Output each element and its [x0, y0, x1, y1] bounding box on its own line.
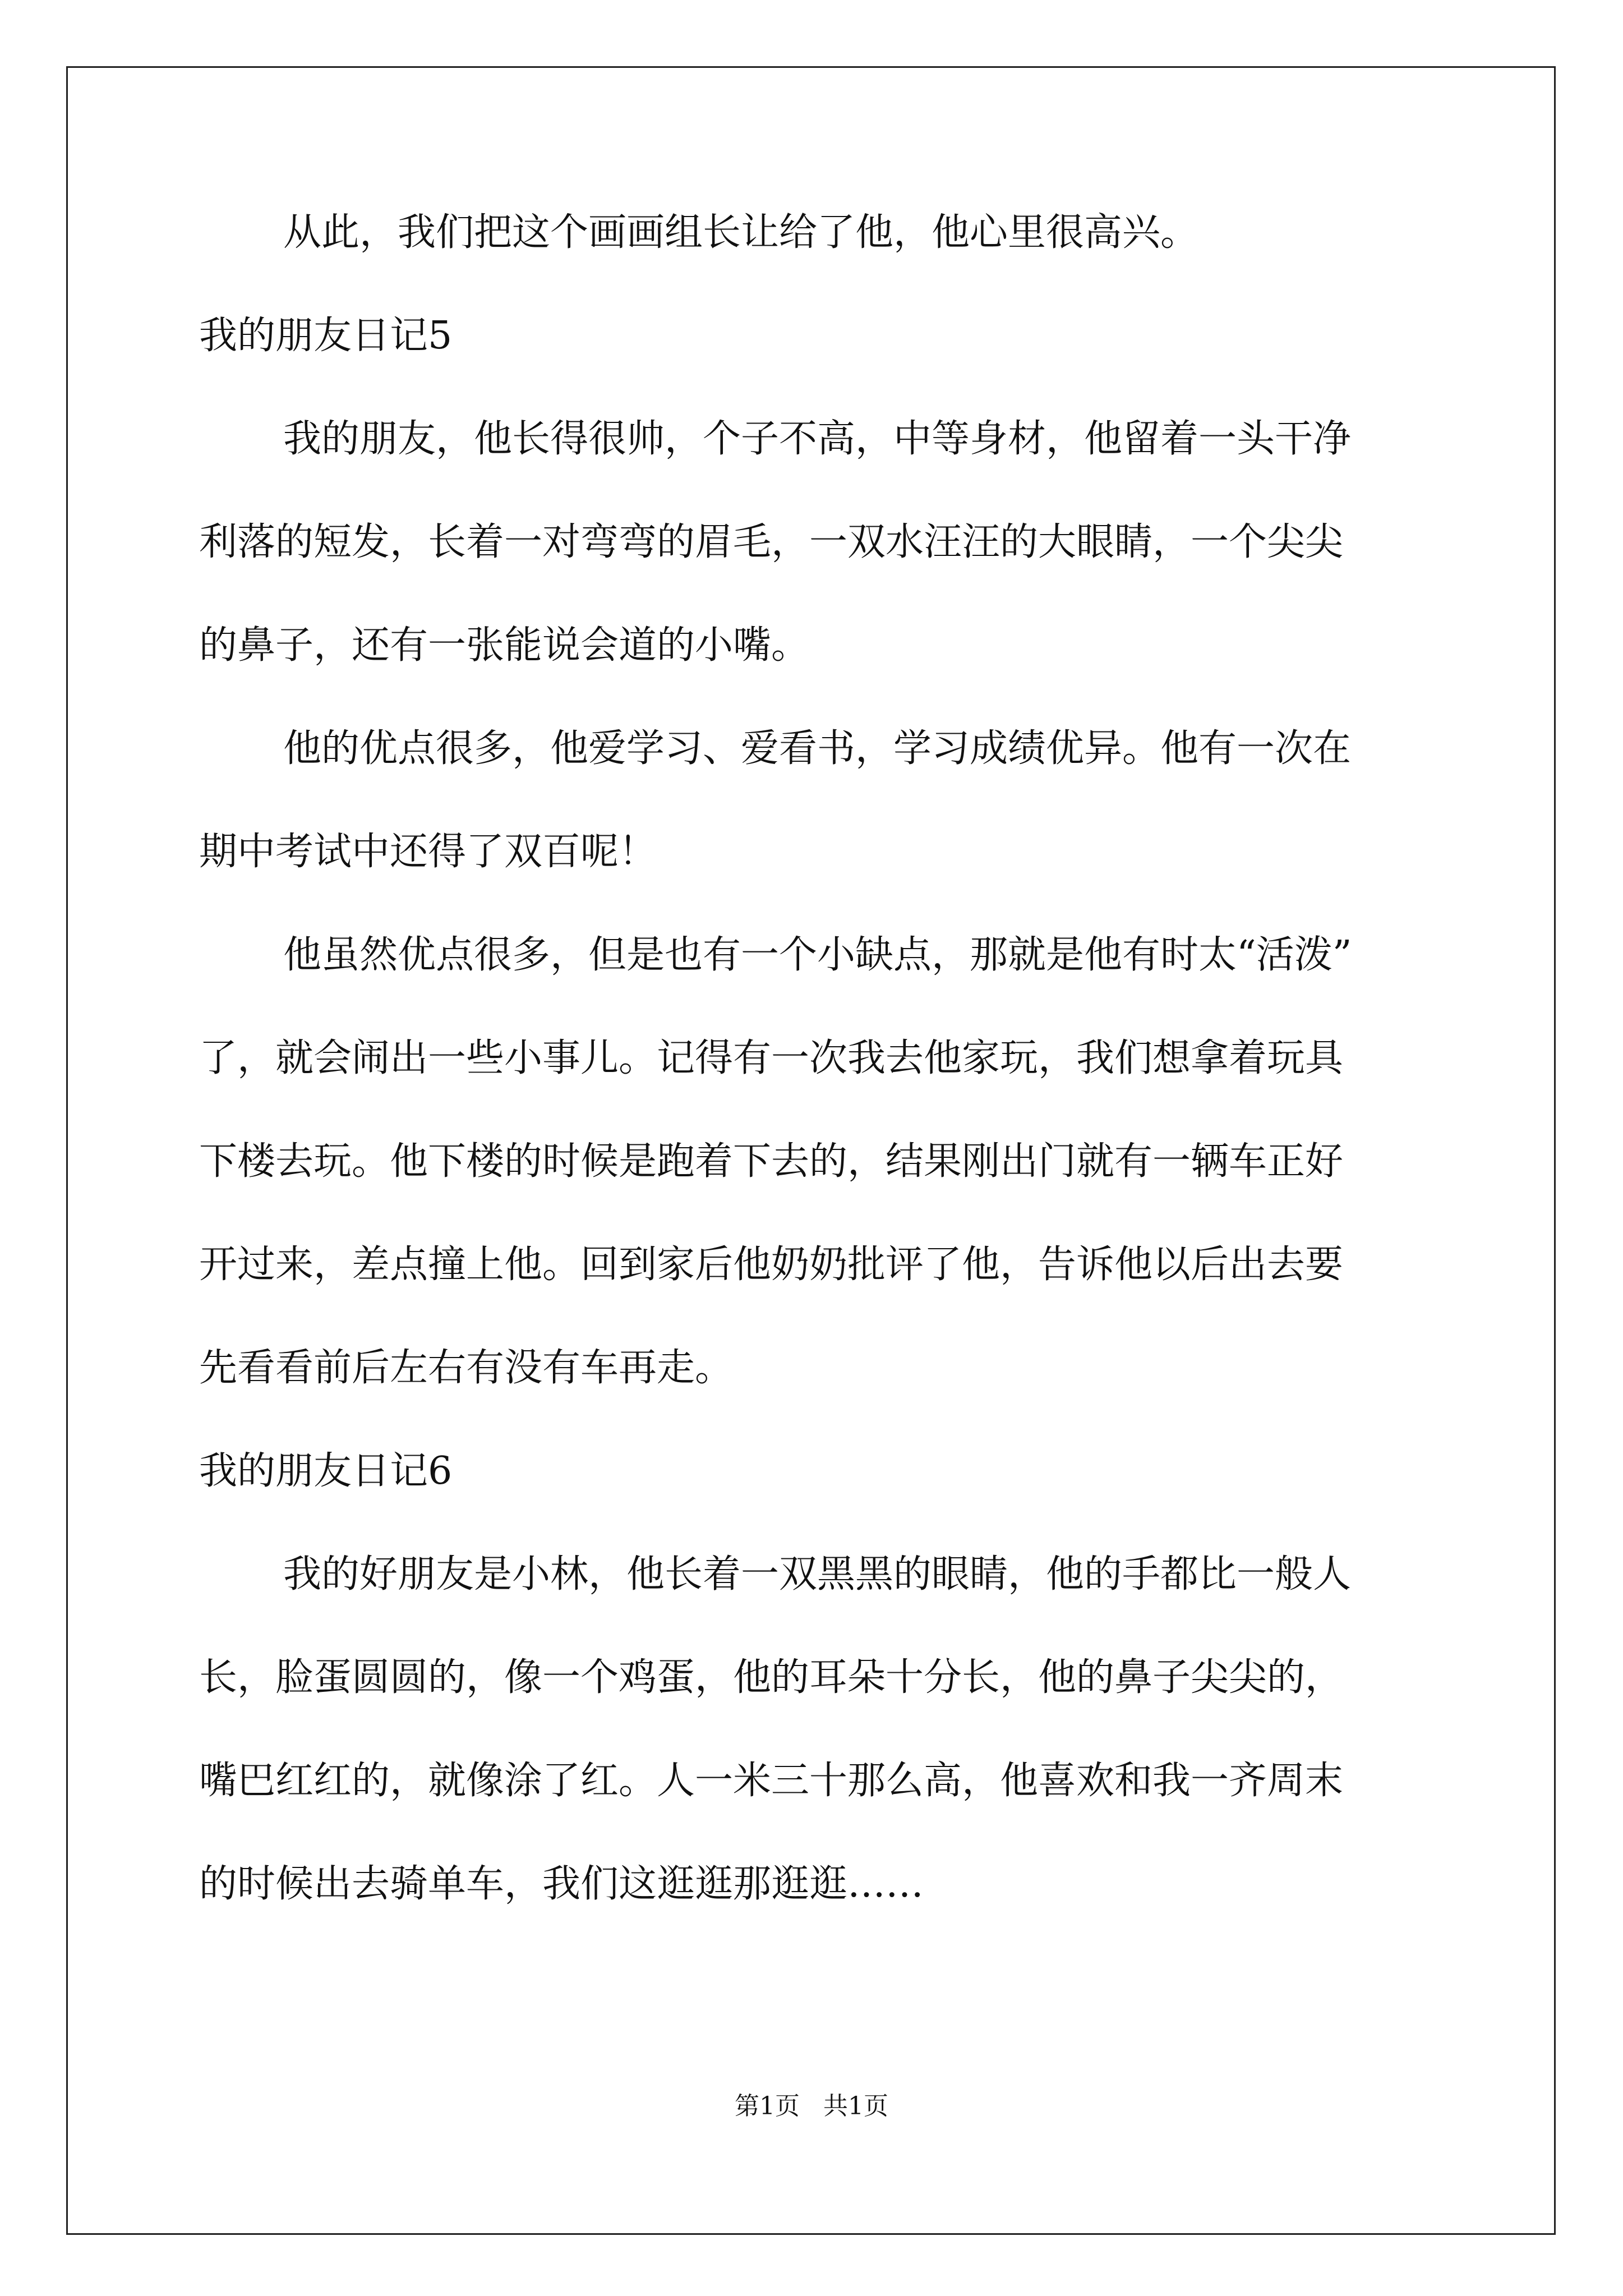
paragraph-line: 先看看前后左右有没有车再走。: [199, 1346, 734, 1390]
paragraph-line: 他虽然优点很多，但是也有一个小缺点，那就是他有时太“活泼”: [283, 933, 1352, 977]
paragraph-line: 他的优点很多，他爱学习、爱看书，学习成绩优异。他有一次在: [283, 726, 1352, 771]
section-heading: 我的朋友日记6: [199, 1449, 453, 1493]
paragraph-line: 了，就会闹出一些小事儿。记得有一次我去他家玩，我们想拿着玩具: [199, 1036, 1344, 1080]
paragraph-line: 我的朋友，他长得很帅，个子不高，中等身材，他留着一头干净: [283, 417, 1352, 461]
paragraph-line: 利落的短发，长着一对弯弯的眉毛，一双水汪汪的大眼睛，一个尖尖: [199, 520, 1344, 564]
paragraph-line: 下楼去玩。他下楼的时候是跑着下去的，结果刚出门就有一辆车正好: [199, 1139, 1344, 1184]
paragraph-line: 我的好朋友是小林，他长着一双黑黑的眼睛，他的手都比一般人: [283, 1552, 1352, 1596]
paragraph-line: 的时候出去骑单车，我们这逛逛那逛逛……: [199, 1862, 924, 1906]
paragraph-line: 的鼻子，还有一张能说会道的小嘴。: [199, 623, 810, 668]
paragraph-line: 从此，我们把这个画画组长让给了他，他心里很高兴。: [283, 210, 1199, 255]
section-heading: 我的朋友日记5: [199, 314, 453, 358]
paragraph-line: 嘴巴红红的，就像涂了红。人一米三十那么高，他喜欢和我一齐周末: [199, 1759, 1344, 1803]
page-footer: 第1页 共1页: [735, 2092, 888, 2120]
document-body: [199, 208, 1433, 1962]
paragraph-line: 开过来，差点撞上他。回到家后他奶奶批评了他，告诉他以后出去要: [199, 1243, 1344, 1287]
paragraph-line: 期中考试中还得了双百呢！: [199, 830, 657, 874]
paragraph-line: 长，脸蛋圆圆的，像一个鸡蛋，他的耳朵十分长，他的鼻子尖尖的，: [199, 1655, 1344, 1700]
